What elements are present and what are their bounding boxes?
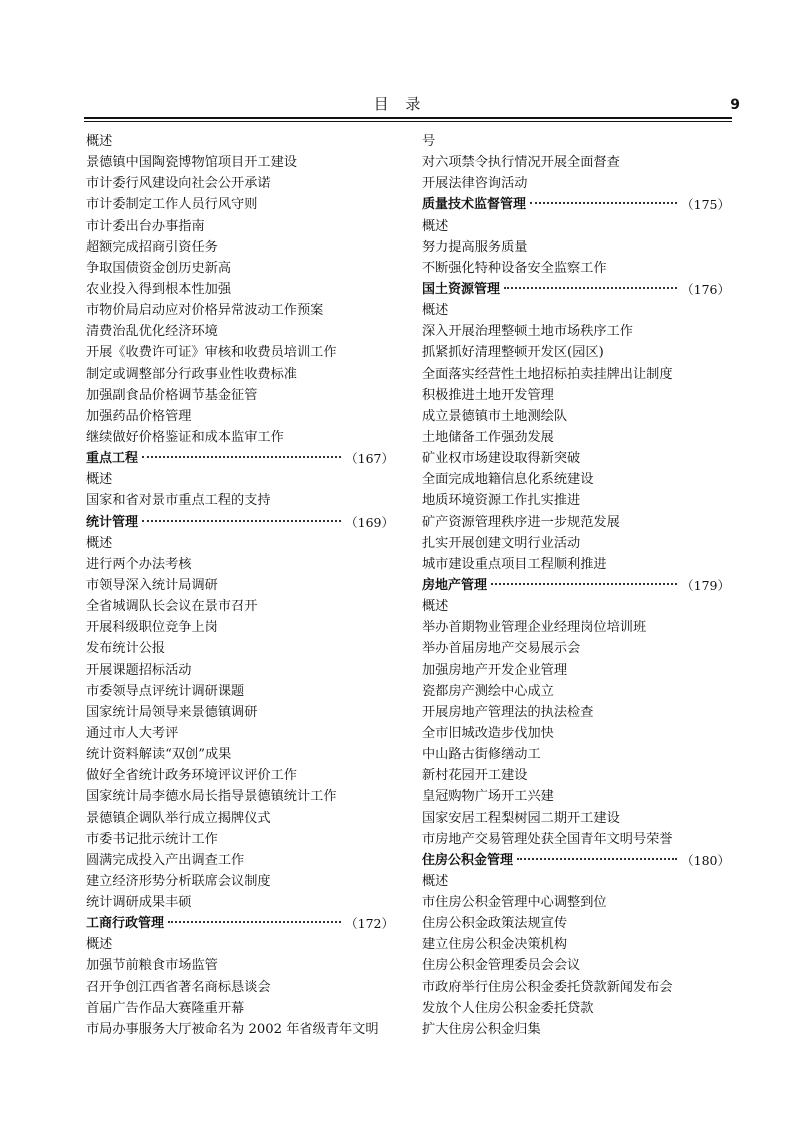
entry-title: 市局办事服务大厅被命名为 2002 年省级青年文明: [86, 1021, 379, 1037]
toc-entry: [422, 892, 730, 913]
entry-title: 概述: [422, 873, 449, 889]
toc-entry: [422, 638, 730, 659]
entry-title: 概述: [422, 303, 449, 319]
page-number: 9: [730, 97, 740, 113]
toc-entry: [422, 131, 730, 152]
entry-title: 地质环境资源工作扎实推进: [422, 493, 581, 509]
toc-entry: [86, 469, 394, 490]
entry-title: 超额完成招商引资任务: [86, 239, 218, 255]
entry-title: 加强副食品价格调节基金征管: [86, 387, 258, 403]
toc-entry: [422, 829, 730, 850]
toc-entry: [422, 786, 730, 807]
entry-title: 概述: [86, 472, 113, 488]
entry-title: 市计委行风建设向社会公开承诺: [86, 176, 271, 192]
toc-entry: [86, 194, 394, 215]
entry-title: 概述: [422, 218, 449, 234]
entry-title: 扩大住房公积金归集: [422, 1021, 541, 1037]
toc-entry: [422, 871, 730, 892]
entry-title: 中山路古街修缮动工: [422, 747, 541, 763]
toc-entry: [86, 808, 394, 829]
toc-entry: [86, 300, 394, 321]
toc-entry: [86, 490, 394, 511]
entry-title: 皇冠购物广场开工兴建: [422, 789, 554, 805]
toc-entry: [422, 702, 730, 723]
toc-entry: [422, 681, 730, 702]
section-title: 住房公积金管理: [422, 852, 514, 868]
toc-entry: [422, 617, 730, 638]
page-reference: （169）: [345, 514, 394, 530]
entry-title: 国家和省对景市重点工程的支持: [86, 493, 271, 509]
entry-title: 进行两个办法考核: [86, 556, 192, 572]
toc-entry: [422, 342, 730, 363]
page-reference: （180）: [681, 852, 730, 868]
toc-entry: [86, 638, 394, 659]
entry-title: 统计调研成果丰硕: [86, 895, 192, 911]
entry-title: 矿业权市场建设取得新突破: [422, 451, 581, 467]
toc-entry: [86, 406, 394, 427]
page-reference: （179）: [681, 577, 730, 593]
section-title: 房地产管理: [422, 577, 488, 593]
toc-entry: [422, 216, 730, 237]
entry-title: 加强房地产开发企业管理: [422, 662, 568, 678]
dot-leader: [142, 512, 341, 522]
entry-title: 建立住房公积金决策机构: [422, 937, 568, 953]
entry-title: 发布统计公报: [86, 641, 166, 657]
toc-entry: [86, 871, 394, 892]
toc-entry: [86, 152, 394, 173]
entry-title: 市委领导点评统计调研课题: [86, 683, 245, 699]
entry-title: 市委书记批示统计工作: [86, 831, 218, 847]
entry-title: 加强药品价格管理: [86, 408, 192, 424]
toc-section-heading: [86, 913, 394, 934]
toc-entry: [86, 702, 394, 723]
toc-entry: [86, 596, 394, 617]
toc-entry: [86, 342, 394, 363]
toc-entry: [422, 406, 730, 427]
entry-title: 制定或调整部分行政事业性收费标准: [86, 366, 297, 382]
toc-entry: [86, 364, 394, 385]
toc-entry: [86, 554, 394, 575]
entry-title: 召开争创江西省著名商标恳谈会: [86, 979, 271, 995]
entry-title: 开展《收费许可证》审核和收费员培训工作: [86, 345, 337, 361]
entry-title: 概述: [86, 937, 113, 953]
toc-entry: [422, 321, 730, 342]
toc-entry: [422, 744, 730, 765]
entry-title: 新村花园开工建设: [422, 768, 528, 784]
entry-title: 做好全省统计政务环境评议评价工作: [86, 768, 297, 784]
entry-title: 清费治乱优化经济环境: [86, 324, 218, 340]
page-title: 目 录: [373, 95, 427, 113]
toc-entry: [422, 173, 730, 194]
toc-entry: [422, 913, 730, 934]
toc-right-column: [422, 131, 730, 1040]
entry-title: 市领导深入统计局调研: [86, 577, 218, 593]
toc-entry: [86, 533, 394, 554]
page-reference: （176）: [681, 281, 730, 297]
entry-title: 号: [422, 134, 436, 149]
entry-title: 景德镇中国陶瓷博物馆项目开工建设: [86, 155, 297, 171]
toc-entry: [86, 765, 394, 786]
entry-title: 矿产资源管理秩序进一步规范发展: [422, 514, 620, 530]
toc-section-heading: [86, 512, 394, 533]
entry-title: 继续做好价格鉴证和成本监审工作: [86, 429, 284, 445]
dot-leader: [530, 194, 677, 204]
toc-entry: [422, 448, 730, 469]
dot-leader: [142, 448, 341, 458]
toc-entry: [86, 216, 394, 237]
toc-entry: [422, 596, 730, 617]
entry-title: 市计委出台办事指南: [86, 218, 205, 234]
toc-section-heading: [422, 279, 730, 300]
entry-title: 景德镇企调队举行成立揭牌仪式: [86, 810, 271, 826]
toc-entry: [422, 998, 730, 1019]
toc-entry: [422, 934, 730, 955]
entry-title: 成立景德镇市土地测绘队: [422, 408, 568, 424]
entry-title: 概述: [86, 134, 113, 149]
toc-entry: [422, 152, 730, 173]
toc-entry: [86, 173, 394, 194]
toc-entry: [422, 469, 730, 490]
toc-left-column: [86, 131, 394, 1040]
entry-title: 努力提高服务质量: [422, 239, 528, 255]
toc-entry: [86, 998, 394, 1019]
header-divider: [84, 117, 732, 122]
entry-title: 全面完成地籍信息化系统建设: [422, 472, 594, 488]
section-title: 工商行政管理: [86, 916, 165, 932]
entry-title: 举办首期物业管理企业经理岗位培训班: [422, 620, 647, 636]
toc-entry: [422, 1019, 730, 1040]
toc-entry: [86, 279, 394, 300]
section-title: 国土资源管理: [422, 281, 501, 297]
entry-title: 抓紧抓好清理整顿开发区(园区): [422, 345, 604, 361]
entry-title: 住房公积金管理委员会会议: [422, 958, 581, 974]
entry-title: 开展科级职位竞争上岗: [86, 620, 218, 636]
toc-entry: [422, 660, 730, 681]
entry-title: 发放个人住房公积金委托贷款: [422, 1000, 594, 1016]
entry-title: 国家统计局领导来景德镇调研: [86, 704, 258, 720]
toc-entry: [422, 533, 730, 554]
entry-title: 开展房地产管理法的执法检查: [422, 704, 594, 720]
toc-entry: [86, 1019, 394, 1040]
toc-entry: [86, 829, 394, 850]
toc-entry: [422, 427, 730, 448]
toc-entry: [86, 786, 394, 807]
entry-title: 国家安居工程梨树园二期开工建设: [422, 810, 620, 826]
toc-entry: [422, 258, 730, 279]
toc-section-heading: [422, 575, 730, 596]
page-reference: （167）: [345, 451, 394, 467]
dot-leader: [168, 913, 341, 923]
section-title: 质量技术监督管理: [422, 197, 527, 213]
entry-title: 统计资料解读“双创”成果: [86, 747, 232, 763]
entry-title: 对六项禁令执行情况开展全面督查: [422, 155, 620, 171]
entry-title: 市住房公积金管理中心调整到位: [422, 895, 607, 911]
toc-entry: [422, 765, 730, 786]
toc-entry: [422, 300, 730, 321]
entry-title: 圆满完成投入产出调查工作: [86, 852, 245, 868]
toc-entry: [86, 237, 394, 258]
toc-entry: [422, 808, 730, 829]
toc-entry: [422, 512, 730, 533]
entry-title: 城市建设重点项目工程顺利推进: [422, 556, 607, 572]
entry-title: 市房地产交易管理处获全国青年文明号荣誉: [422, 831, 673, 847]
toc-entry: [422, 723, 730, 744]
entry-title: 瓷都房产测绘中心成立: [422, 683, 554, 699]
toc-entry: [86, 744, 394, 765]
entry-title: 扎实开展创建文明行业活动: [422, 535, 581, 551]
toc-entry: [86, 258, 394, 279]
entry-title: 国家统计局李德水局长指导景德镇统计工作: [86, 789, 337, 805]
toc-entry: [86, 892, 394, 913]
toc-entry: [422, 237, 730, 258]
toc-entry: [422, 490, 730, 511]
dot-leader: [504, 279, 677, 289]
toc-entry: [86, 723, 394, 744]
dot-leader: [491, 575, 677, 585]
entry-title: 争取国债资金创历史新高: [86, 260, 232, 276]
entry-title: 加强节前粮食市场监管: [86, 958, 218, 974]
entry-title: 概述: [422, 599, 449, 615]
entry-title: 住房公积金政策法规宣传: [422, 916, 568, 932]
toc-entry: [422, 554, 730, 575]
toc-entry: [86, 660, 394, 681]
entry-title: 不断强化特种设备安全监察工作: [422, 260, 607, 276]
entry-title: 全市旧城改造步伐加快: [422, 725, 554, 741]
toc-entry: [422, 364, 730, 385]
entry-title: 通过市人大考评: [86, 725, 179, 741]
toc-entry: [86, 977, 394, 998]
toc-entry: [86, 617, 394, 638]
toc-entry: [86, 850, 394, 871]
toc-section-heading: [422, 194, 730, 215]
dot-leader: [517, 850, 677, 860]
toc-entry: [86, 934, 394, 955]
entry-title: 积极推进土地开发管理: [422, 387, 554, 403]
page-reference: （175）: [681, 197, 730, 213]
toc-entry: [86, 681, 394, 702]
entry-title: 土地储备工作强劲发展: [422, 429, 554, 445]
toc-entry: [86, 131, 394, 152]
entry-title: 开展课题招标活动: [86, 662, 192, 678]
entry-title: 建立经济形势分析联席会议制度: [86, 873, 271, 889]
section-title: 统计管理: [86, 514, 139, 530]
toc-entry: [422, 977, 730, 998]
toc-entry: [86, 427, 394, 448]
entry-title: 全省城调队长会议在景市召开: [86, 599, 258, 615]
entry-title: 开展法律咨询活动: [422, 176, 528, 192]
entry-title: 市政府举行住房公积金委托贷款新闻发布会: [422, 979, 673, 995]
toc-entry: [422, 955, 730, 976]
page-reference: （172）: [345, 916, 394, 932]
toc-section-heading: [422, 850, 730, 871]
toc-entry: [86, 321, 394, 342]
section-title: 重点工程: [86, 451, 139, 467]
entry-title: 市计委制定工作人员行风守则: [86, 197, 258, 213]
toc-section-heading: [86, 448, 394, 469]
toc-entry: [422, 385, 730, 406]
entry-title: 全面落实经营性土地招标拍卖挂牌出让制度: [422, 366, 673, 382]
entry-title: 市物价局启动应对价格异常波动工作预案: [86, 303, 324, 319]
entry-title: 概述: [86, 535, 113, 551]
toc-entry: [86, 955, 394, 976]
entry-title: 首届广告作品大赛隆重开幕: [86, 1000, 245, 1016]
entry-title: 深入开展治理整顿土地市场秩序工作: [422, 324, 633, 340]
toc-entry: [86, 385, 394, 406]
entry-title: 举办首届房地产交易展示会: [422, 641, 581, 657]
toc-entry: [86, 575, 394, 596]
entry-title: 农业投入得到根本性加强: [86, 281, 232, 297]
